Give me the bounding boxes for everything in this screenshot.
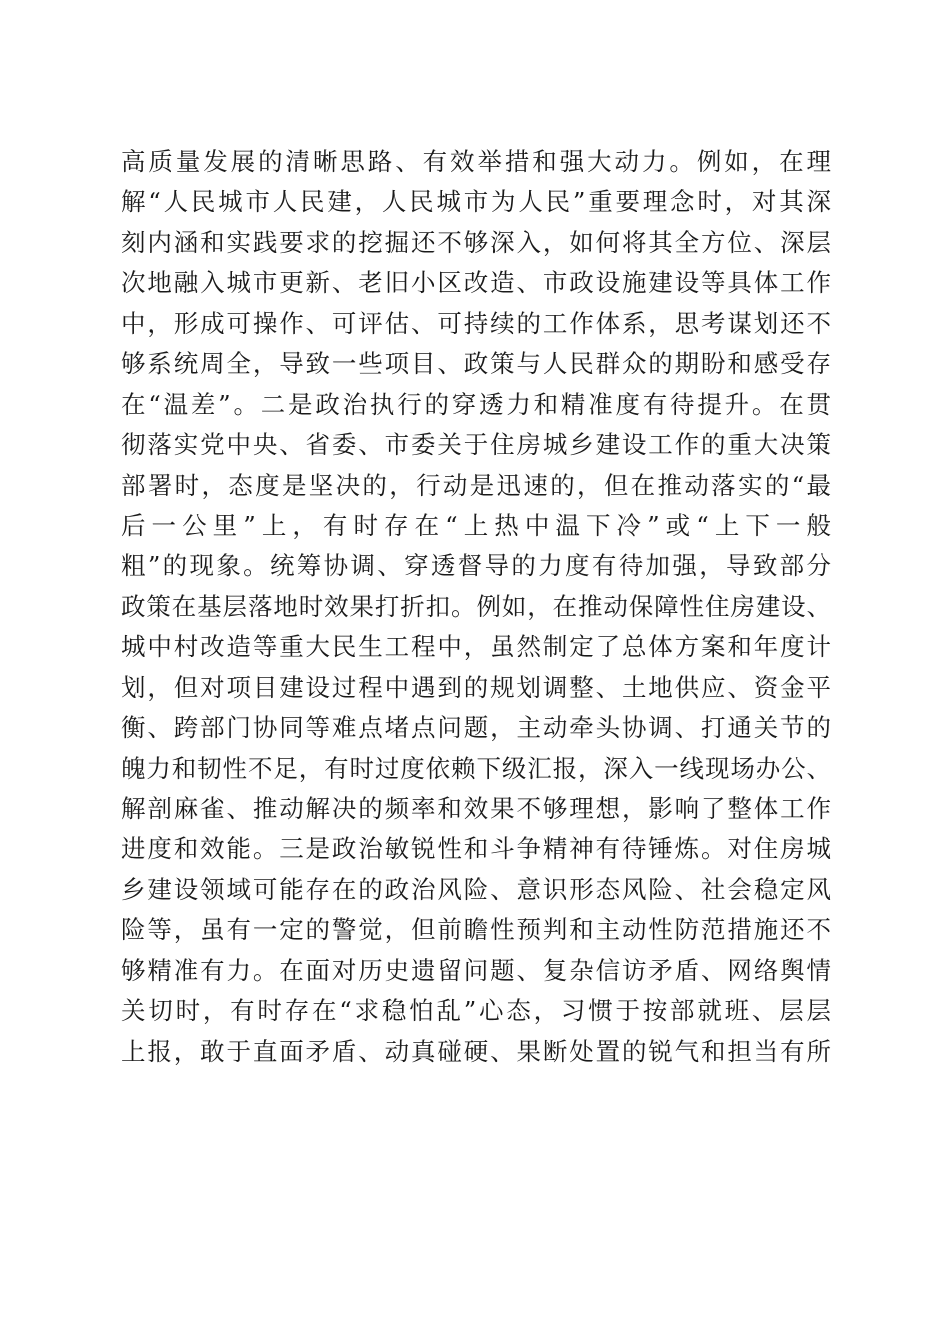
paragraph-line-8: 彻落实党中央、省委、市委关于住房城乡建设工作的重大决策 bbox=[121, 430, 831, 460]
paragraph-line-3: 刻内涵和实践要求的挖掘还不够深入，如何将其全方位、深层 bbox=[121, 227, 831, 257]
paragraph-line-10: 后一公里”上，有时存在“上热中温下冷”或“上下一般 bbox=[121, 510, 831, 540]
paragraph-line-23: 上报，敢于直面矛盾、动真碰硬、果断处置的锐气和担当有所 bbox=[121, 1036, 831, 1066]
paragraph-line-12: 政策在基层落地时效果打折扣。例如，在推动保障性住房建设、 bbox=[121, 591, 831, 621]
paragraph-line-4: 次地融入城市更新、老旧小区改造、市政设施建设等具体工作 bbox=[121, 268, 831, 298]
paragraph-line-15: 衡、跨部门协同等难点堵点问题，主动牵头协调、打通关节的 bbox=[121, 713, 831, 743]
paragraph-line-21: 够精准有力。在面对历史遗留问题、复杂信访矛盾、网络舆情 bbox=[121, 955, 831, 985]
paragraph-line-13: 城中村改造等重大民生工程中，虽然制定了总体方案和年度计 bbox=[121, 632, 831, 662]
paragraph-line-9: 部署时，态度是坚决的，行动是迅速的，但在推动落实的“最 bbox=[121, 470, 831, 500]
paragraph-line-18: 进度和效能。三是政治敏锐性和斗争精神有待锤炼。对住房城 bbox=[121, 834, 831, 864]
paragraph-line-14: 划，但对项目建设过程中遇到的规划调整、土地供应、资金平 bbox=[121, 672, 831, 702]
paragraph-line-2: 解“人民城市人民建，人民城市为人民”重要理念时，对其深 bbox=[121, 187, 831, 217]
paragraph-line-11: 粗”的现象。统筹协调、穿透督导的力度有待加强，导致部分 bbox=[121, 551, 831, 581]
paragraph-line-16: 魄力和韧性不足，有时过度依赖下级汇报，深入一线现场办公、 bbox=[121, 753, 831, 783]
paragraph-line-6: 够系统周全，导致一些项目、政策与人民群众的期盼和感受存 bbox=[121, 349, 831, 379]
paragraph-line-20: 险等，虽有一定的警觉，但前瞻性预判和主动性防范措施还不 bbox=[121, 915, 831, 945]
paragraph-line-1: 高质量发展的清晰思路、有效举措和强大动力。例如，在理 bbox=[121, 147, 831, 176]
paragraph-line-19: 乡建设领域可能存在的政治风险、意识形态风险、社会稳定风 bbox=[121, 874, 831, 904]
paragraph-line-22: 关切时，有时存在“求稳怕乱”心态，习惯于按部就班、层层 bbox=[121, 996, 831, 1026]
paragraph-line-17: 解剖麻雀、推动解决的频率和效果不够理想，影响了整体工作 bbox=[121, 794, 831, 823]
paragraph-line-5: 中，形成可操作、可评估、可持续的工作体系，思考谋划还不 bbox=[121, 308, 831, 338]
paragraph-line-7: 在“温差”。二是政治执行的穿透力和精准度有待提升。在贯 bbox=[121, 389, 831, 419]
body-paragraph bbox=[121, 142, 831, 1072]
